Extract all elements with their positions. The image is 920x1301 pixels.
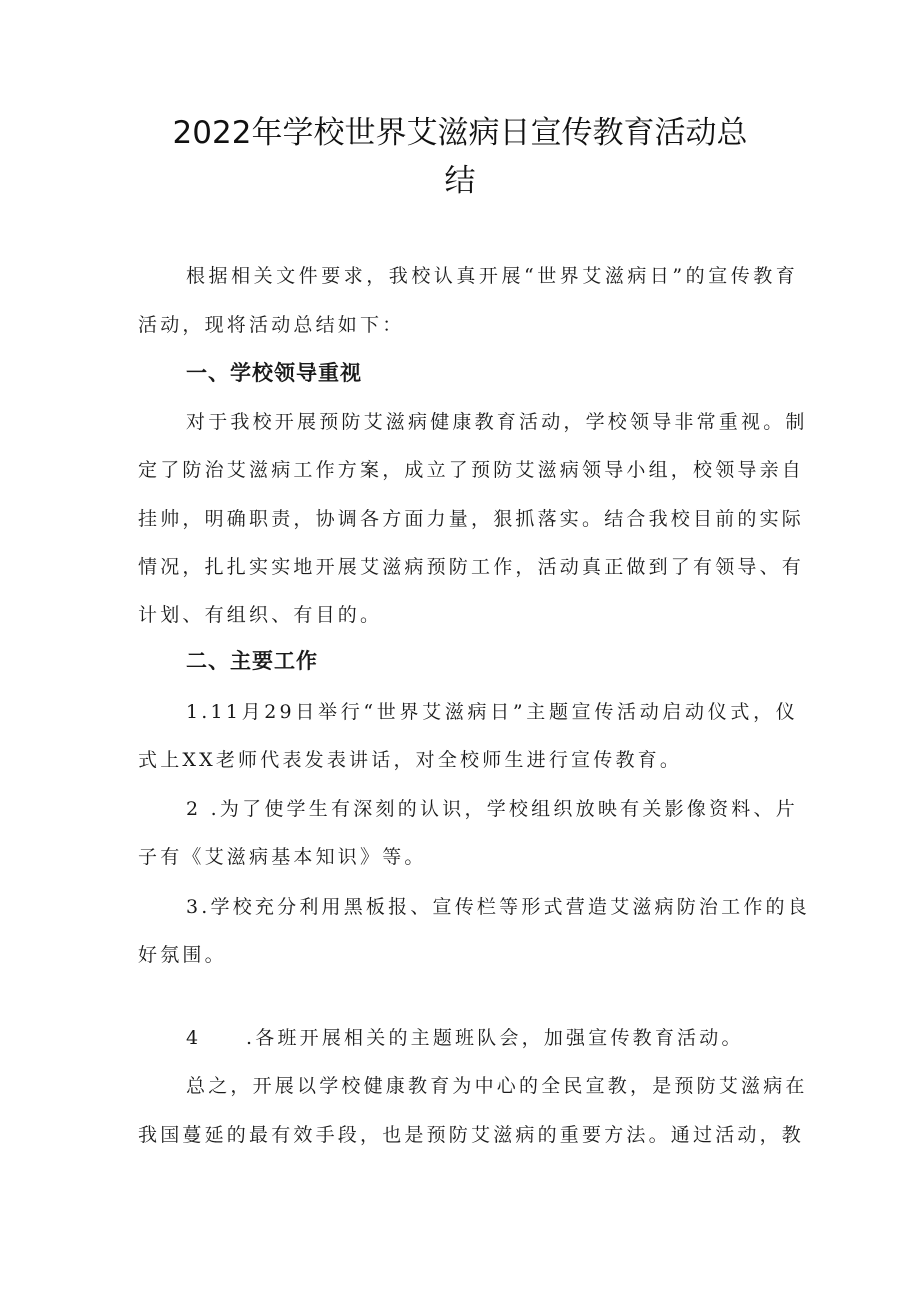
item-2-line-1: 2 .为了使学生有深刻的认识，学校组织放映有关影像资料、片: [186, 798, 798, 820]
intro-line-1: 根据相关文件要求，我校认真开展“世界艾滋病日”的宣传教育: [186, 265, 798, 287]
conclusion-line-2: 我国蔓延的最有效手段，也是预防艾滋病的重要方法。通过活动，教: [138, 1124, 805, 1146]
section-1-line-5: 计划、有组织、有目的。: [138, 604, 383, 626]
item-1-line-2: 式上XX老师代表发表讲话，对全校师生进行宣传教育。: [138, 749, 683, 771]
intro-line-2: 活动，现将活动总结如下：: [138, 314, 405, 336]
section-1-line-4: 情况，扎扎实实地开展艾滋病预防工作，活动真正做到了有领导、有: [138, 556, 805, 578]
section-1-line-2: 定了防治艾滋病工作方案，成立了预防艾滋病领导小组，校领导亲自: [138, 459, 805, 481]
document-title-line-2: 结: [444, 163, 476, 199]
item-3-line-2: 好氛围。: [138, 944, 227, 966]
item-4-text: .各班开展相关的主题班队会，加强宣传教育活动。: [246, 1027, 744, 1049]
section-2-heading: 二、主要工作: [186, 649, 318, 673]
item-2-line-2: 子有《艾滋病基本知识》等。: [138, 846, 427, 868]
item-1-line-1: 1.11月29日举行“世界艾滋病日”主题宣传活动启动仪式，仪: [186, 701, 798, 723]
section-1-heading: 一、学校领导重视: [186, 361, 362, 385]
item-3-line-1: 3.学校充分利用黑板报、宣传栏等形式营造艾滋病防治工作的良: [186, 896, 810, 918]
section-1-line-3: 挂帅，明确职责，协调各方面力量，狠抓落实。结合我校目前的实际: [138, 508, 805, 530]
document-title-line-1: 2022年学校世界艾滋病日宣传教育活动总: [172, 115, 748, 151]
conclusion-line-1: 总之，开展以学校健康教育为中心的全民宣教，是预防艾滋病在: [186, 1075, 808, 1097]
item-4-number: 4: [186, 1027, 199, 1049]
section-1-line-1: 对于我校开展预防艾滋病健康教育活动，学校领导非常重视。制: [186, 411, 808, 433]
